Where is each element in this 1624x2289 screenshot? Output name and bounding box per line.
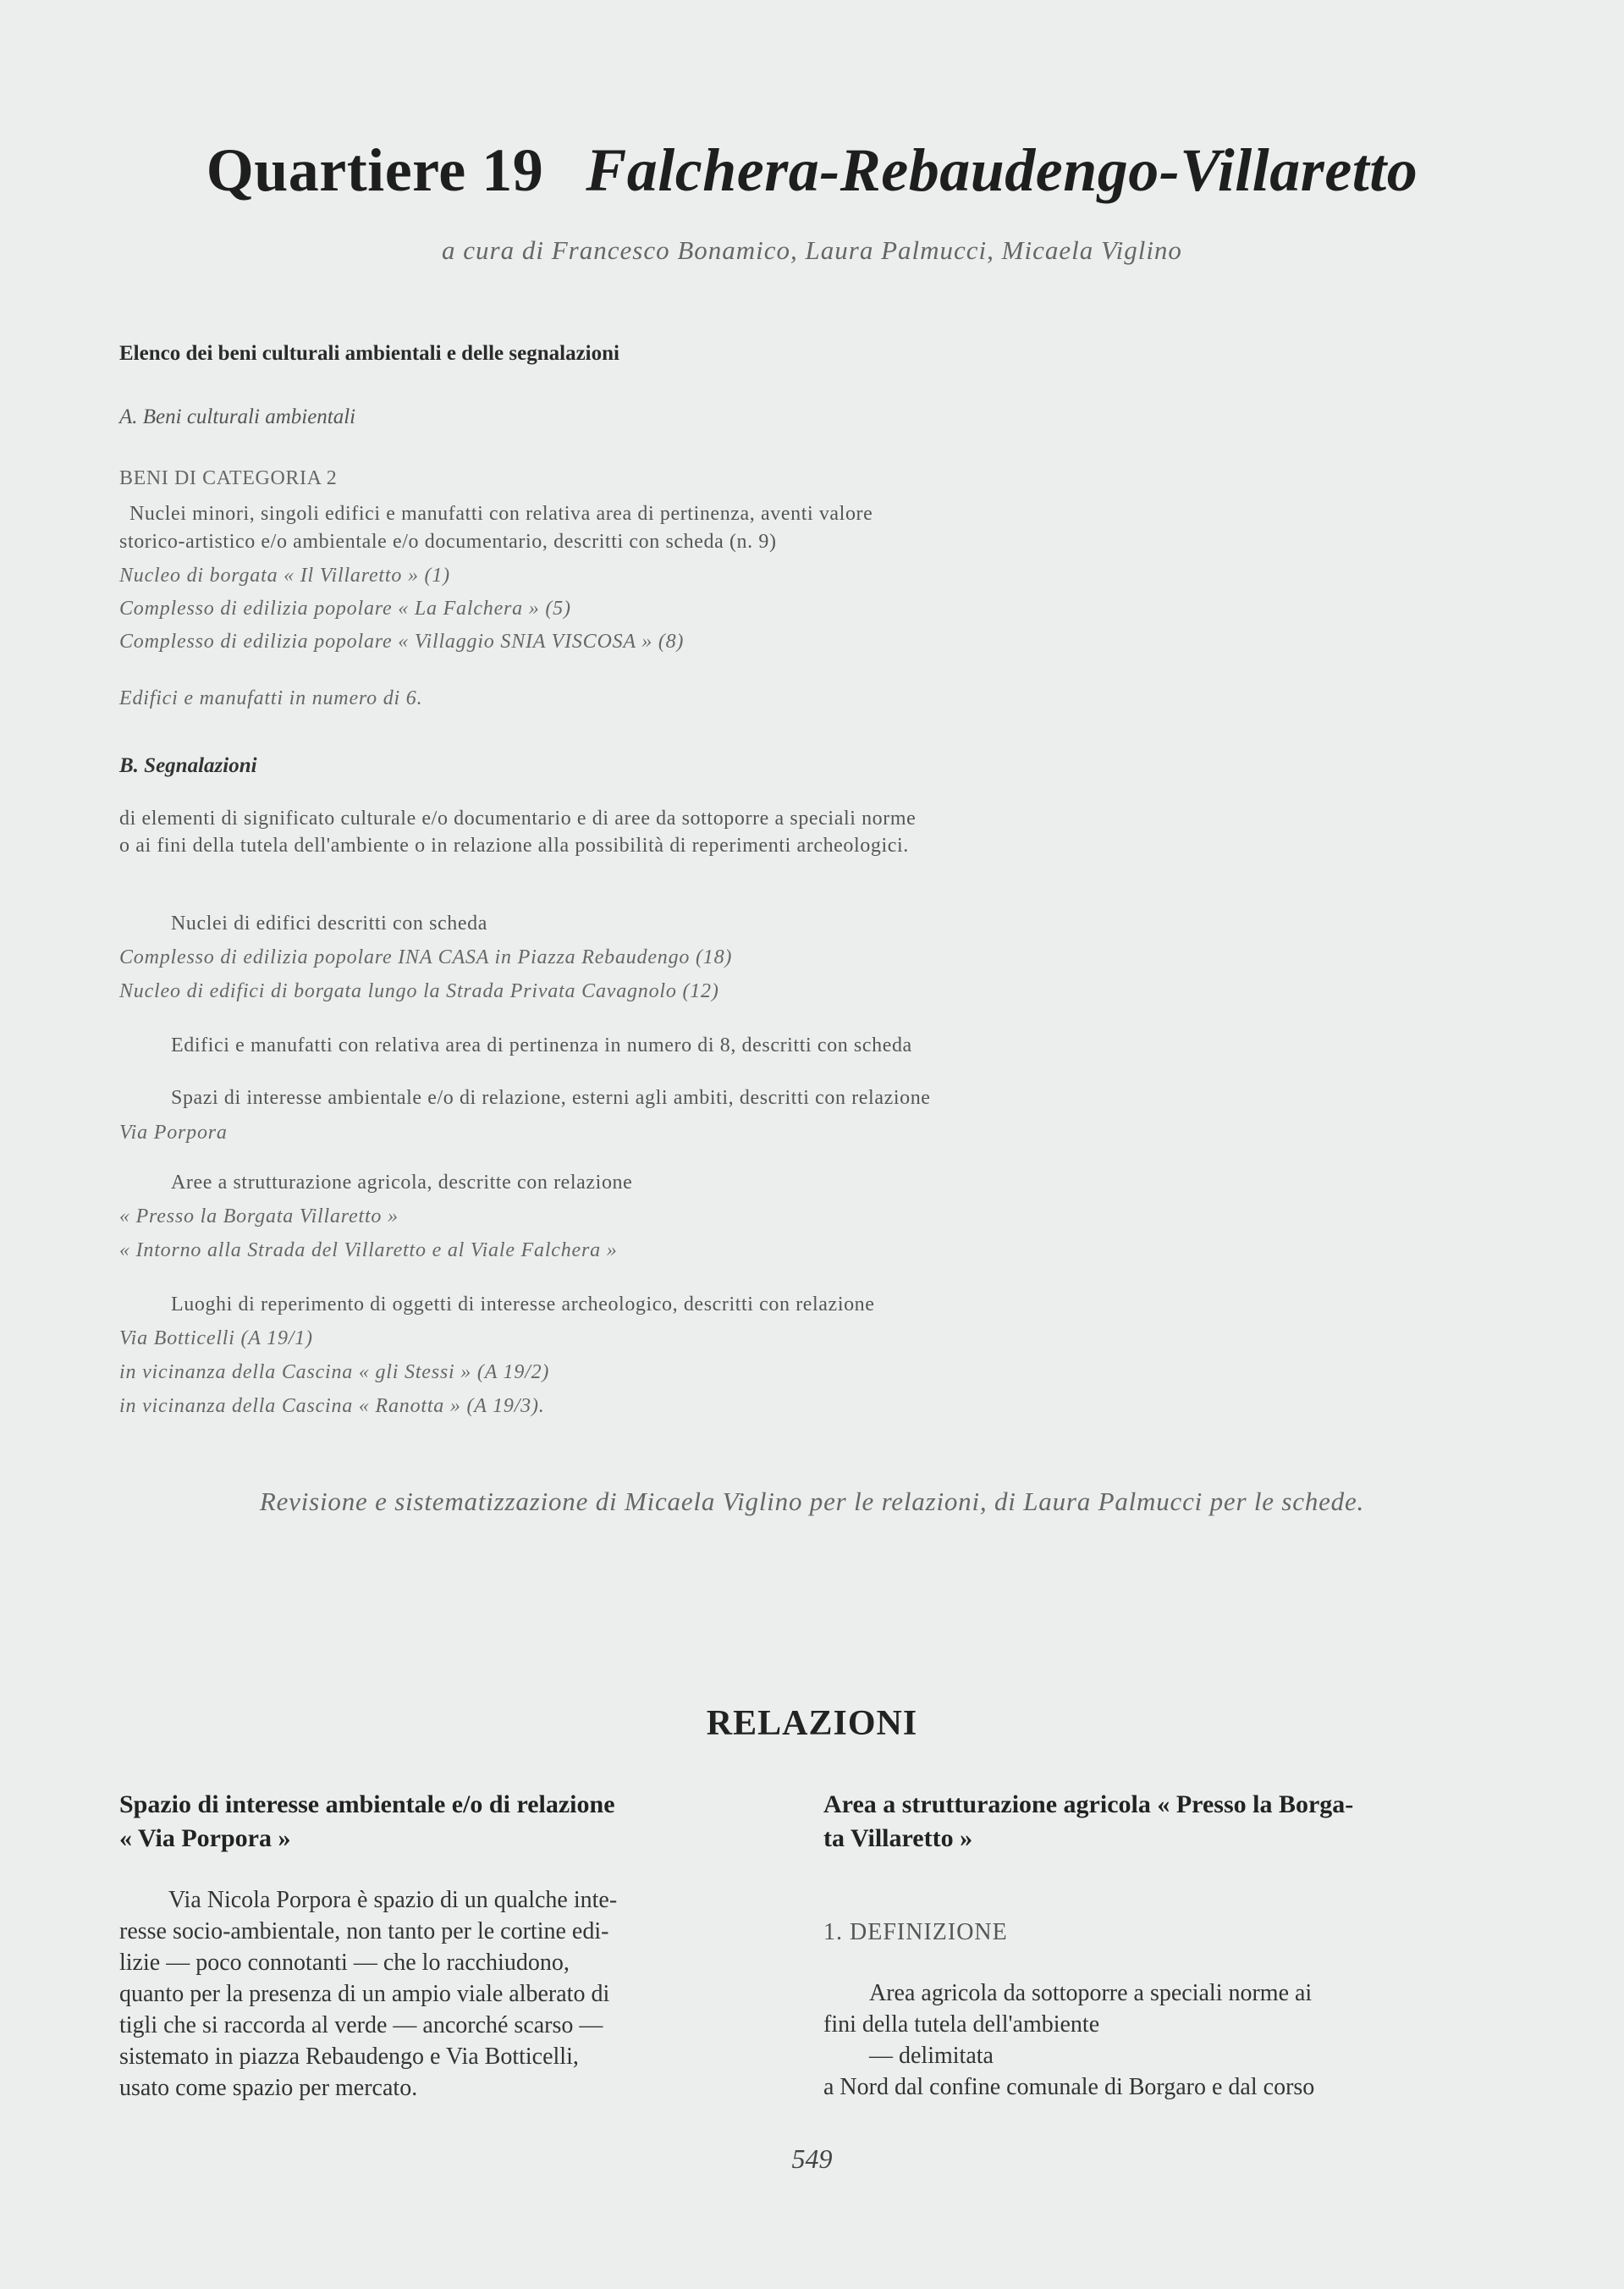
section-a-heading: A. Beni culturali ambientali: [119, 405, 356, 428]
title-main: Quartiere 19: [206, 136, 544, 204]
section-a-item: Complesso di edilizia popolare « Villaggio SNIA VISCOSA » (8): [119, 631, 685, 653]
page-title: [0, 135, 1624, 206]
nuclei-heading: Nuclei di edifici descritti con scheda: [171, 913, 487, 935]
editors-line: a cura di Francesco Bonamico, Laura Palmucci, Micaela Viglino: [442, 235, 1182, 265]
list-heading: Elenco dei beni culturali ambientali e delle segnalazioni: [119, 342, 619, 365]
left-text-line: sistemato in piazza Rebaudengo e Via Botticelli,: [119, 2044, 579, 2070]
relazioni-title: RELAZIONI: [706, 1704, 918, 1743]
section-a-desc-line-2: storico-artistico e/o ambientale e/o documentario, descritti con scheda (n. 9): [119, 531, 777, 553]
edifici-line: Edifici e manufatti con relativa area di pertinenza in numero di 8, descritti con scheda: [171, 1034, 912, 1056]
section-a-item: Complesso di edilizia popolare « La Falchera » (5): [119, 598, 571, 620]
spazi-item: Via Porpora: [119, 1122, 228, 1144]
nuclei-item: Nucleo di edifici di borgata lungo la Strada Privata Cavagnolo (12): [119, 980, 719, 1002]
left-heading-line: « Via Porpora »: [119, 1824, 291, 1852]
luoghi-item: Via Botticelli (A 19/1): [119, 1327, 313, 1349]
section-b-heading: B. Segnalazioni: [119, 754, 257, 777]
right-heading-line: Area a strutturazione agricola « Presso la Borga-: [823, 1790, 1354, 1818]
left-text-line: quanto per la presenza di un ampio viale alberato di: [119, 1981, 610, 2007]
section-a-edifici: Edifici e manufatti in numero di 6.: [119, 687, 423, 709]
left-text-line: resse socio-ambientale, non tanto per le cortine edi-: [119, 1918, 609, 1944]
title-sub: Falchera-Rebaudengo-Villaretto: [586, 136, 1418, 204]
luoghi-item: in vicinanza della Cascina « Ranotta » (A 19/3).: [119, 1395, 545, 1417]
section-a-item: Nucleo di borgata « Il Villaretto » (1): [119, 565, 450, 587]
left-text-line: tigli che si raccorda al verde — ancorché scarso —: [119, 2012, 603, 2038]
nuclei-item: Complesso di edilizia popolare INA CASA in Piazza Rebaudengo (18): [119, 946, 733, 968]
left-heading-line: Spazio di interesse ambientale e/o di relazione: [119, 1790, 615, 1818]
section-b-desc-line-1: di elementi di significato culturale e/o documentario e di aree da sottoporre a speciali norme: [119, 808, 917, 830]
section-b-desc-line-2: o ai fini della tutela dell'ambiente o in relazione alla possibilità di reperimenti archeologici.: [119, 835, 909, 857]
left-column-text: [119, 1884, 762, 2104]
luoghi-item: in vicinanza della Cascina « gli Stessi » (A 19/2): [119, 1361, 550, 1383]
aree-item: « Intorno alla Strada del Villaretto e al Viale Falchera »: [119, 1239, 618, 1261]
luoghi-heading: Luoghi di reperimento di oggetti di interesse archeologico, descritti con relazione: [171, 1293, 875, 1315]
aree-heading: Aree a strutturazione agricola, descritte con relazione: [171, 1172, 633, 1194]
right-column-heading: [823, 1788, 1467, 1856]
right-text-line: fini della tutela dell'ambiente: [823, 2011, 1100, 2038]
right-text-line: — delimitata: [869, 2043, 994, 2069]
left-column-heading: [119, 1788, 762, 1856]
aree-item: « Presso la Borgata Villaretto »: [119, 1205, 399, 1227]
spazi-heading: Spazi di interesse ambientale e/o di relazione, esterni agli ambiti, descritti con relazione: [171, 1087, 931, 1109]
section-a-desc-line-1: Nuclei minori, singoli edifici e manufatti con relativa area di pertinenza, aventi valore: [129, 503, 873, 525]
right-text-line: Area agricola da sottoporre a speciali norme ai: [869, 1980, 1313, 2006]
right-column-text: [823, 1977, 1467, 2103]
revision-note: Revisione e sistematizzazione di Micaela Viglino per le relazioni, di Laura Palmucci per le schede.: [259, 1486, 1365, 1516]
left-text-line: usato come spazio per mercato.: [119, 2075, 418, 2101]
left-text-line: Via Nicola Porpora è spazio di un qualche inte-: [168, 1887, 618, 1913]
left-text-line: lizie — poco connotanti — che lo racchiudono,: [119, 1950, 570, 1976]
right-text-line: a Nord dal confine comunale di Borgaro e dal corso: [823, 2074, 1315, 2100]
right-heading-line: ta Villaretto »: [823, 1824, 973, 1852]
category-heading: BENI DI CATEGORIA 2: [119, 467, 338, 489]
page-number: 549: [791, 2143, 833, 2174]
right-subheading: 1. DEFINIZIONE: [823, 1919, 1008, 1945]
